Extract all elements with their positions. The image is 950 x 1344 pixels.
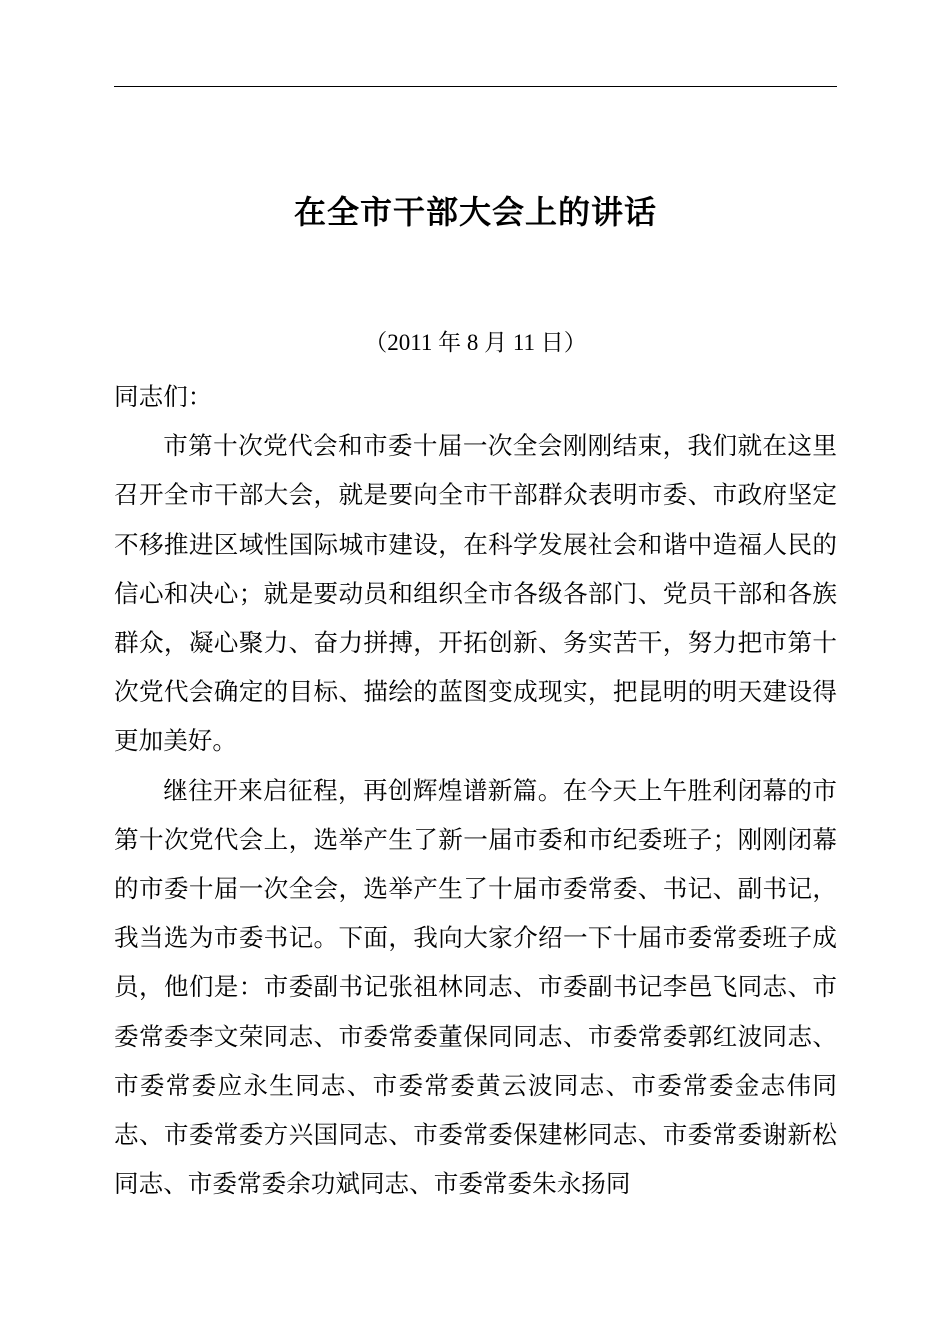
- speech-title: 在全市干部大会上的讲话: [293, 193, 657, 231]
- salutation: 同志们：: [114, 382, 213, 411]
- paragraph: 市第十次党代会和市委十届一次全会刚刚结束，我们就在这里召开全市干部大会，就是要向全市干部群众表明市委、市政府坚定不移推进区域性国际城市建设，在科学发展社会和谐中造福人民的信心和决心；就是要动员和组织全市各级各部门、党员干部和各族群众，凝心聚力、奋力拼搏，开拓创新、务实苦干，努力把市第十次党代会确定的目标、描绘的蓝图变成现实，把昆明的明天建设得更加美好。: [114, 431, 837, 756]
- paragraph: 继往开来启征程，再创辉煌谱新篇。在今天上午胜利闭幕的市第十次党代会上，选举产生了新一届市委和市纪委班子；刚刚闭幕的市委十届一次全会，选举产生了十届市委常委、书记、副书记，我当选为市委书记。下面，我向大家介绍一下十届市委常委班子成员，他们是：市委副书记张祖林同志、市委副书记李邑飞同志、市委常委李文荣同志、市委常委董保同同志、市委常委郭红波同志、市委常委应永生同志、市委常委黄云波同志、市委常委金志伟同志、市委常委方兴国同志、市委常委保建彬同志、市委常委谢新松同志、市委常委余功斌同志、市委常委朱永扬同: [114, 775, 837, 1199]
- speech-date: （2011 年 8 月 11 日）: [364, 330, 587, 355]
- speech-body: [114, 372, 837, 1208]
- header-rule: [114, 86, 837, 87]
